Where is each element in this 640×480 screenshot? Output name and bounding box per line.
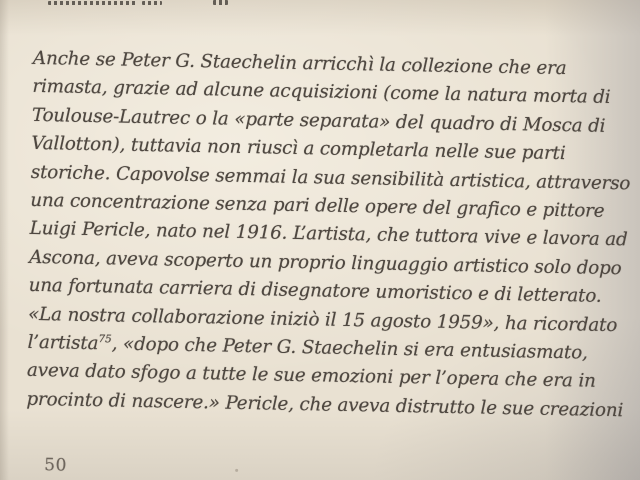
paragraph-line: storiche. Capovolse semmai la sua sensibilità artistica, attraverso xyxy=(30,161,631,194)
paragraph-line-text: , «dopo che Peter G. Staechelin si era entusiasmato, xyxy=(111,333,588,364)
paragraph-line: una concentrazione senza pari delle opere del grafico e pittore xyxy=(30,189,605,222)
paragraph-line: Toulouse-Lautrec o la «parte separata» del quadro di Mosca di xyxy=(31,104,606,137)
paragraph xyxy=(26,45,633,426)
paper-speck xyxy=(235,469,238,472)
paragraph-line: Luigi Pericle, nato nel 1916. L’artista, che tuttora vive e lavora ad xyxy=(29,218,628,251)
paragraph-line: aveva dato sfogo a tutte le sue emozioni per l’opera che era in xyxy=(26,360,596,393)
paragraph-line: «La nostra collaborazione iniziò il 15 agosto 1959», ha ricordato xyxy=(27,303,618,336)
paragraph-line: procinto di nascere.» Pericle, che aveva distrutto le sue creazioni xyxy=(26,388,624,422)
paragraph-line: Anche se Peter G. Staechelin arricchì la collezione che era xyxy=(32,47,567,80)
page-number: 50 xyxy=(44,455,68,476)
paragraph-line: rimasta, grazie ad alcune acquisizioni (come la natura morta di xyxy=(32,76,611,109)
paragraph-line: una fortunata carriera di disegnatore umoristico e di letterato. xyxy=(28,275,602,308)
paragraph-line-text: l’artista xyxy=(27,331,99,355)
footnote-reference-75: 75 xyxy=(98,333,112,346)
paragraph-line: Ascona, aveva scoperto un proprio linguaggio artistico solo dopo xyxy=(29,246,622,280)
paragraph-line: Vallotton), tuttavia non riuscì a completarla nelle sue parti xyxy=(31,133,566,165)
